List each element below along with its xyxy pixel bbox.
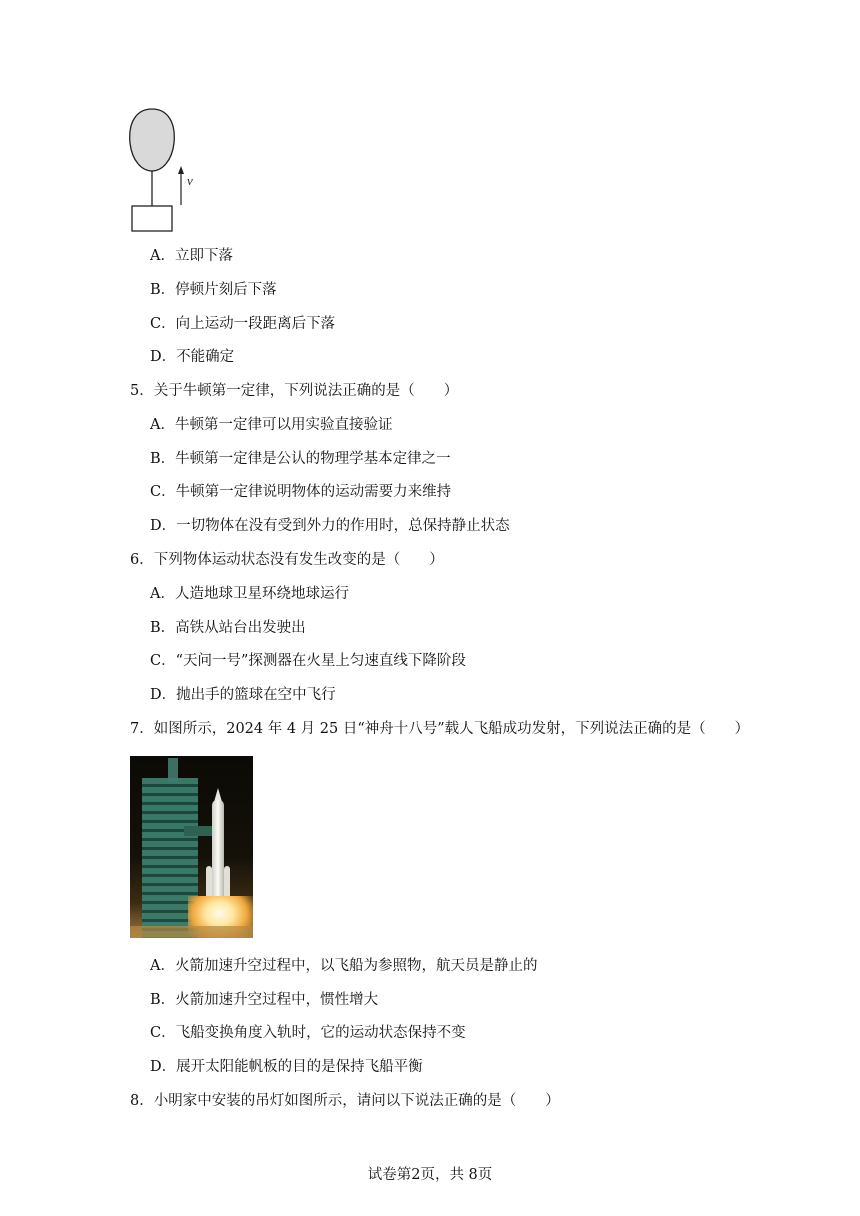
q7-option-d[interactable]: D．展开太阳能帆板的目的是保持飞船平衡 <box>150 1059 423 1075</box>
tower-arm <box>184 826 214 836</box>
rocket-body <box>212 800 224 898</box>
q4-option-d[interactable]: D．不能确定 <box>150 349 235 365</box>
q6-stem: 6．下列物体运动状态没有发生改变的是（ ） <box>130 552 444 568</box>
launch-pad-ground <box>130 926 253 938</box>
q5-option-c[interactable]: C．牛顿第一定律说明物体的运动需要力来维持 <box>150 484 452 500</box>
balloon-shape <box>130 109 175 171</box>
q4-option-a[interactable]: A．立即下落 <box>150 248 233 264</box>
q6-option-b[interactable]: B．高铁从站台出发驶出 <box>150 620 306 636</box>
balloon-figure <box>126 105 206 237</box>
q7-option-c[interactable]: C．飞船变换角度入轨时，它的运动状态保持不变 <box>150 1025 466 1041</box>
q4-option-c[interactable]: C．向上运动一段距离后下落 <box>150 316 336 332</box>
page-footer: 试卷第2页，共 8页 <box>367 1167 493 1183</box>
q6-option-c[interactable]: C．“天问一号”探测器在火星上匀速直线下降阶段 <box>150 653 466 669</box>
q7-stem: 7．如图所示，2024 年 4 月 25 日“神舟十八号”载人飞船成功发射，下列说法正确的是（ ） <box>130 721 750 737</box>
q5-option-b[interactable]: B．牛顿第一定律是公认的物理学基本定律之一 <box>150 451 451 467</box>
q6-option-a[interactable]: A．人造地球卫星环绕地球运行 <box>150 586 349 602</box>
q4-option-b[interactable]: B．停顿片刻后下落 <box>150 282 277 298</box>
q5-option-d[interactable]: D．一切物体在没有受到外力的作用时，总保持静止状态 <box>150 518 510 534</box>
rocket-launch-photo <box>130 756 253 938</box>
q7-option-a[interactable]: A．火箭加速升空过程中，以飞船为参照物，航天员是静止的 <box>150 958 538 974</box>
balloon-diagram <box>126 105 206 237</box>
velocity-label: v <box>187 173 193 188</box>
q5-stem: 5．关于牛顿第一定律，下列说法正确的是（ ） <box>130 383 459 399</box>
hanging-block <box>132 206 172 231</box>
velocity-arrowhead <box>178 166 184 174</box>
q5-option-a[interactable]: A．牛顿第一定律可以用实验直接验证 <box>150 417 393 433</box>
q6-option-d[interactable]: D．抛出手的篮球在空中飞行 <box>150 687 336 703</box>
q8-stem: 8．小明家中安装的吊灯如图所示，请问以下说法正确的是（ ） <box>130 1093 560 1109</box>
q7-option-b[interactable]: B．火箭加速升空过程中，惯性增大 <box>150 992 379 1008</box>
